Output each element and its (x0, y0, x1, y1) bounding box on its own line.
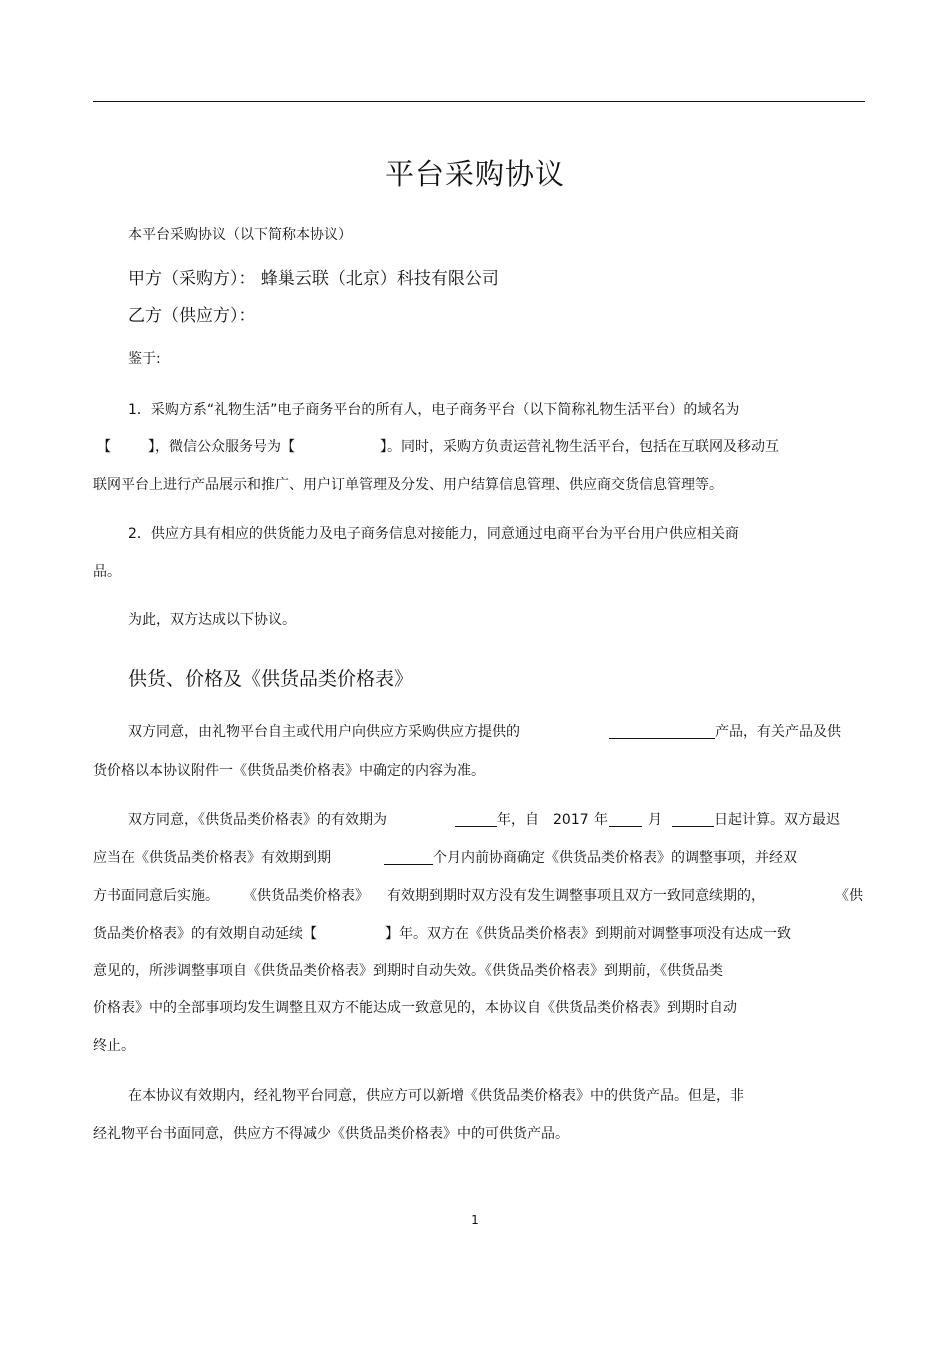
whereas-label: 鉴于: (128, 351, 161, 367)
s1-p1-line-1-start: 双方同意，由礼物平台自主或代用户向供应方采购供应方提供的 (128, 724, 520, 740)
document-title: 平台采购协议 (384, 157, 565, 191)
clause-1-line-2-end: 】。同时，采购方负责运营礼物生活平台，包括在互联网及移动互 (380, 439, 779, 455)
s1-p2-line-6: 价格表》中的全部事项均发生调整且双方不能达成一致意见的，本协议自《供货品类价格表》到期时自动 (93, 1000, 737, 1016)
agreement-line: 为此，双方达成以下协议。 (128, 612, 296, 628)
clause-1-line-2-mid: 】，微信公众服务号为【 (148, 439, 295, 455)
s1-p2-line-4-end: 】年。双方在《供货品类价格表》到期前对调整事项没有达成一致 (385, 926, 791, 942)
s1-p2-year-label: 年 (594, 812, 608, 828)
s1-p2-line-1-end: 日起计算。双方最迟 (714, 812, 840, 828)
s1-p2-year-from: 年，自 (497, 812, 539, 828)
section-heading-supply-price: 供货、价格及《供货品类价格表》 (128, 668, 414, 690)
clause-2-line-1: 2．供应方具有相应的供货能力及电子商务信息对接能力，同意通过电商平台为平台用户供应相关商 (128, 526, 739, 542)
s1-p3-line-2: 经礼物平台书面同意，供应方不得减少《供货品类价格表》中的可供货产品。 (93, 1126, 569, 1142)
clause-1-line-3: 联网平台上进行产品展示和推广、用户订单管理及分发、用户结算信息管理、供应商交货信息管理等。 (93, 477, 723, 493)
s1-p2-line-3-c: 有效期到期时双方没有发生调整事项且双方一致同意续期的， (387, 888, 765, 904)
s1-p3-line-1: 在本协议有效期内，经礼物平台同意，供应方可以新增《供货品类价格表》中的供货产品。但是，非 (128, 1088, 744, 1104)
s1-p2-line-2-start: 应当在《供货品类价格表》有效期到期 (93, 850, 331, 866)
party-a: 甲方（采购方）： 蜂巢云联（北京）科技有限公司 (128, 269, 499, 289)
s1-p2-month-label: 月 (648, 812, 662, 828)
years-blank (455, 812, 497, 827)
product-blank (609, 724, 715, 739)
s1-p1-line-2: 货价格以本协议附件一《供货品类价格表》中确定的内容为准。 (93, 763, 485, 779)
day-blank (672, 812, 714, 827)
s1-p2-line-4-start: 货品类价格表》的有效期自动延续【 (93, 926, 317, 942)
clause-1-line-1: 1．采购方系“礼物生活”电子商务平台的所有人，电子商务平台（以下简称礼物生活平台）的域名为 (128, 402, 740, 418)
s1-p2-line-3-d: 《供 (835, 888, 863, 904)
months-blank (384, 850, 433, 865)
s1-p2-line-5: 意见的，所涉调整事项自《供货品类价格表》到期时自动失效。《供货品类价格表》到期前，《供货品类 (93, 963, 723, 979)
s1-p2-line-2-end: 个月内前协商确定《供货品类价格表》的调整事项，并经双 (433, 850, 797, 866)
clause-2-line-2: 品。 (93, 564, 121, 580)
month-blank (609, 812, 642, 827)
clause-1-bracket-open: 【 (97, 439, 111, 455)
s1-p2-line-3-a: 方书面同意后实施。 (93, 888, 219, 904)
page-number: 1 (471, 1213, 479, 1227)
s1-p1-line-1-end: 产品，有关产品及供 (715, 724, 841, 740)
party-b: 乙方（供应方）： (128, 306, 256, 326)
s1-p2-line-1-start: 双方同意，《供货品类价格表》的有效期为 (128, 812, 387, 828)
header-rule (93, 101, 865, 102)
intro-line: 本平台采购协议（以下简称本协议） (128, 227, 352, 243)
s1-p2-line-3-b: 《供货品类价格表》 (243, 888, 369, 904)
s1-p2-line-7: 终止。 (93, 1038, 135, 1054)
s1-p2-year-value: 2017 (553, 812, 589, 828)
